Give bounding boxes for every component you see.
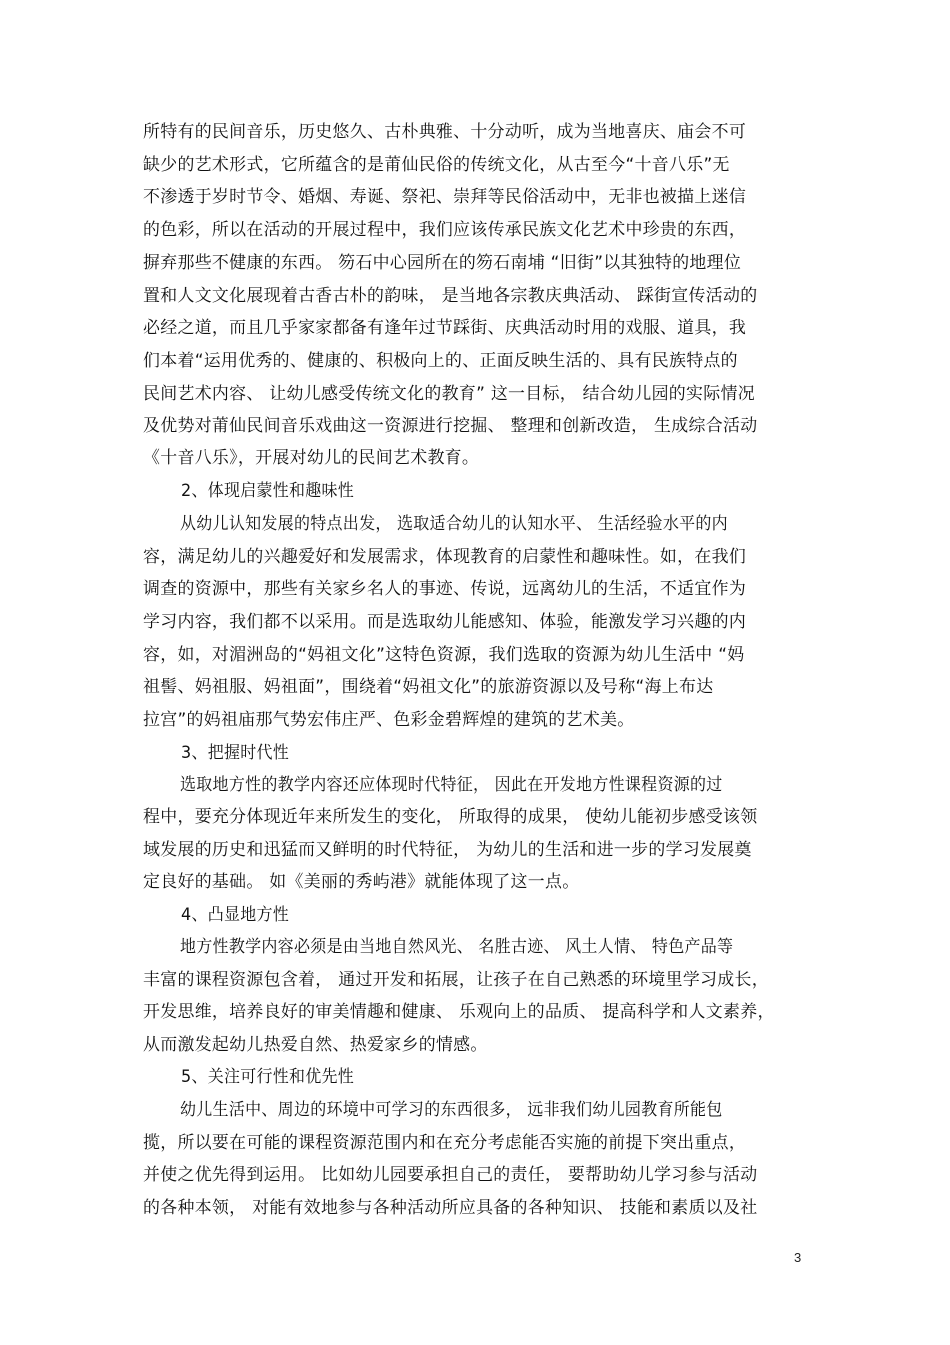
text-line: 地方性教学内容必须是由当地自然风光、 名胜古迹、 风土人情、 特色产品等 <box>180 937 734 957</box>
page-number: 3 <box>794 1250 802 1265</box>
section-heading-4: 4、凸显地方性 <box>181 905 290 925</box>
text-line: 学习内容，我们都不以采用。而是选取幼儿能感知、体验，能激发学习兴趣的内 <box>143 612 747 632</box>
section-heading-2: 2、体现启蒙性和趣味性 <box>181 481 355 501</box>
text-line: 调查的资源中，那些有关家乡名人的事迹、传说，远离幼儿的生活，不适宜作为 <box>143 579 747 599</box>
text-line: 开发思维，培养良好的审美情趣和健康、 乐观向上的品质、 提高科学和人文素养， <box>143 1002 775 1022</box>
text-line: 揽，所以要在可能的课程资源范围内和在充分考虑能否实施的前提下突出重点， <box>143 1133 747 1153</box>
text-line: 容，满足幼儿的兴趣爱好和发展需求，体现教育的启蒙性和趣味性。如，在我们 <box>143 547 747 567</box>
text-line: 幼儿生活中、周边的环境中可学习的东西很多， 远非我们幼儿园教育所能包 <box>180 1100 723 1120</box>
text-line: 的各种本领， 对能有效地参与各种活动所应具备的各种知识、 技能和素质以及社 <box>143 1198 758 1218</box>
text-line: 从而激发起幼儿热爱自然、热爱家乡的情感。 <box>143 1035 488 1055</box>
text-line: 丰富的课程资源包含着， 通过开发和拓展，让孩子在自己熟悉的环境里学习成长， <box>143 970 770 990</box>
text-line: 程中，要充分体现近年来所发生的变化， 所取得的成果， 使幼儿能初步感受该领 <box>143 807 758 827</box>
text-line: 拉宫”的妈祖庙那气势宏伟庄严、色彩金碧辉煌的建筑的艺术美。 <box>143 710 635 730</box>
text-line: 从幼儿认知发展的特点出发， 选取适合幼儿的认知水平、 生活经验水平的内 <box>180 514 728 534</box>
text-line: 摒弃那些不健康的东西。 笏石中心园所在的笏石南埔 “旧街”以其独特的地理位 <box>143 253 742 273</box>
text-line: 及优势对莆仙民间音乐戏曲这一资源进行挖掘、 整理和创新改造， 生成综合活动 <box>143 416 758 436</box>
text-line: 容，如，对湄洲岛的“妈祖文化”这特色资源，我们选取的资源为幼儿生活中 “妈 <box>143 645 745 665</box>
text-line: 《十音八乐》，开展对幼儿的民间艺术教育。 <box>143 448 480 468</box>
section-heading-3: 3、把握时代性 <box>181 743 290 763</box>
text-line: 选取地方性的教学内容还应体现时代特征， 因此在开发地方性课程资源的过 <box>180 775 723 795</box>
text-line: 所特有的民间音乐，历史悠久、古朴典雅、十分动听，成为当地喜庆、庙会不可 <box>143 122 747 142</box>
text-line: 的色彩，所以在活动的开展过程中，我们应该传承民族文化艺术中珍贵的东西， <box>143 220 747 240</box>
text-line: 域发展的历史和迅猛而又鲜明的时代特征， 为幼儿的生活和进一步的学习发展奠 <box>143 840 752 860</box>
text-line: 祖髻、妈祖服、妈祖面”，围绕着“妈祖文化”的旅游资源以及号称“海上布达 <box>143 677 714 697</box>
text-line: 们本着“运用优秀的、健康的、积极向上的、正面反映生活的、具有民族特点的 <box>143 351 738 371</box>
text-line: 定良好的基础。 如《美丽的秀屿港》就能体现了这一点。 <box>143 872 580 892</box>
text-line: 不渗透于岁时节令、婚烟、寿诞、祭祀、崇拜等民俗活动中，无非也被描上迷信 <box>143 187 747 207</box>
text-line: 必经之道，而且几乎家家都备有逢年过节踩街、庆典活动时用的戏服、道具，我 <box>143 318 747 338</box>
text-line: 民间艺术内容、 让幼儿感受传统文化的教育” 这一目标， 结合幼儿园的实际情况 <box>143 384 755 404</box>
text-line: 置和人文文化展现着古香古朴的韵味， 是当地各宗教庆典活动、 踩街宣传活动的 <box>143 286 758 306</box>
section-heading-5: 5、关注可行性和优先性 <box>181 1067 355 1087</box>
text-line: 并使之优先得到运用。 比如幼儿园要承担自己的责任， 要帮助幼儿学习参与活动 <box>143 1165 758 1185</box>
text-line: 缺少的艺术形式，它所蕴含的是莆仙民俗的传统文化，从古至今“十音八乐”无 <box>143 155 730 175</box>
